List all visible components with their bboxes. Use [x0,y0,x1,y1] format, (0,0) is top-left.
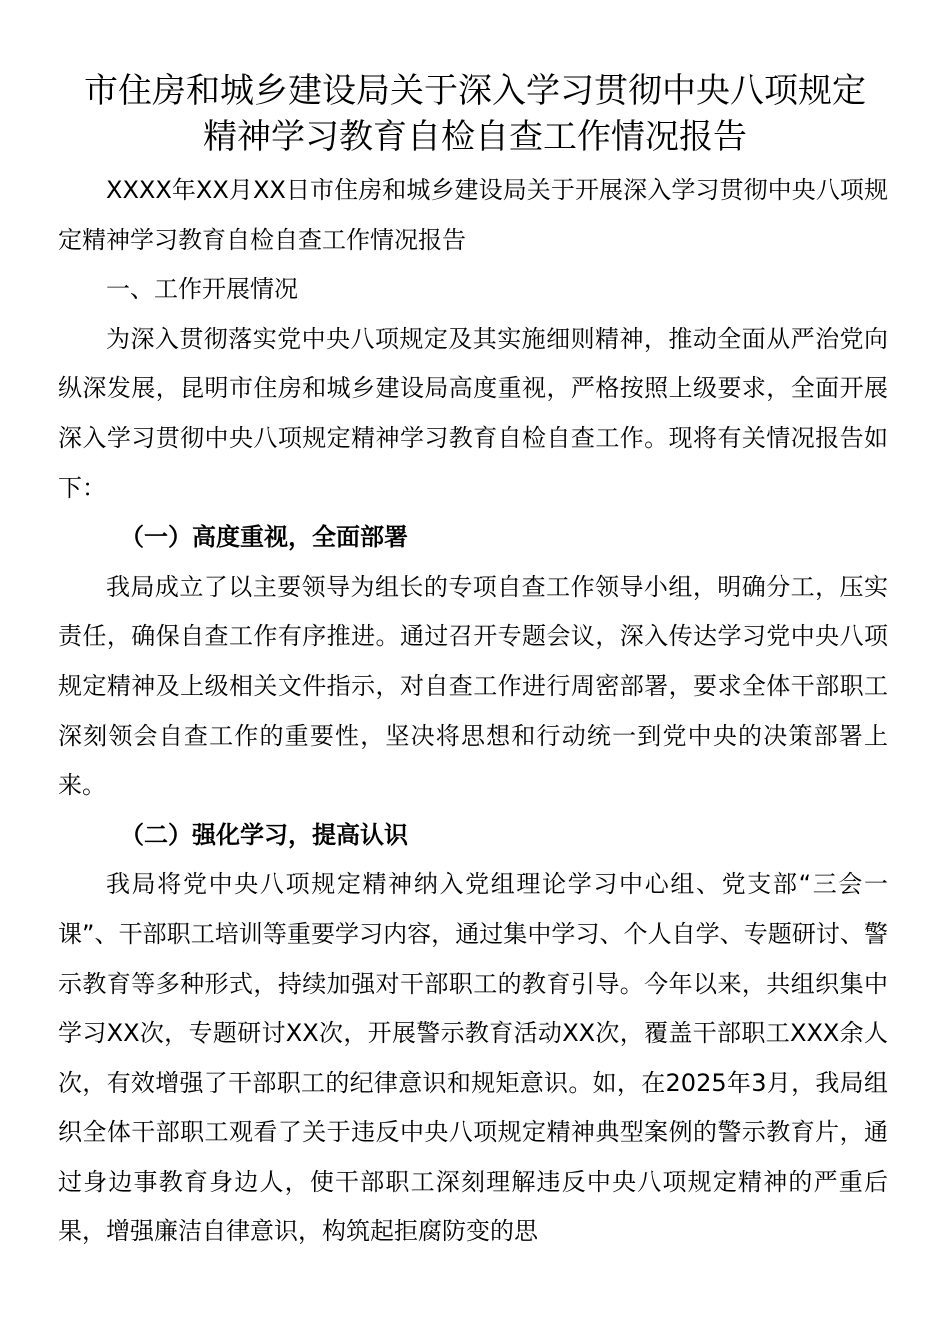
subsection-heading: （二）强化学习，提高认识 [120,820,408,849]
section-heading: 一、工作开展情况 [106,275,298,304]
document-body [58,166,888,1257]
body-paragraph: 我局成立了以主要领导为组长的专项自查工作领导小组，明确分工，压实责任，确保自查工作有序推进。通过召开专题会议，深入传达学习党中央八项规定精神及上级相关文件指示，对自查工作进行周密部署，要求全体干部职工深刻领会自查工作的重要性，坚决将思想和行动统一到党中央的决策部署上来。 [58,572,888,800]
title-line-1: 市住房和城乡建设局关于深入学习贯彻中央八项规定 [84,71,866,111]
document-title [40,68,910,160]
intro-paragraph: XXXX年XX月XX日市住房和城乡建设局关于开展深入学习贯彻中央八项规定精神学习教育自检自查工作情况报告 [58,176,888,254]
title-line-2: 精神学习教育自检自查工作情况报告 [203,117,747,157]
subsection-heading: （一）高度重视，全面部署 [120,523,408,552]
section-intro-paragraph: 为深入贯彻落实党中央八项规定及其实施细则精神，推动全面从严治党向纵深发展，昆明市住房和城乡建设局高度重视，严格按照上级要求，全面开展深入学习贯彻中央八项规定精神学习教育自检自查工作。现将有关情况报告如下： [58,324,888,502]
body-paragraph: 我局将党中央八项规定精神纳入党组理论学习中心组、党支部“三会一课”、干部职工培训等重要学习内容，通过集中学习、个人自学、专题研讨、警示教育等多种形式，持续加强对干部职工的教育引导。今年以来，共组织集中学习XX次，专题研讨XX次，开展警示教育活动XX次，覆盖干部职工XXX余人次，有效增强了干部职工的纪律意识和规矩意识。如，在2025年3月，我局组织全体干部职工观看了关于违反中央八项规定精神典型案例的警示教育片，通过身边事教育身边人，使干部职工深刻理解违反中央八项规定精神的严重后果，增强廉洁自律意识，构筑起拒腐防变的思 [58,870,888,1246]
